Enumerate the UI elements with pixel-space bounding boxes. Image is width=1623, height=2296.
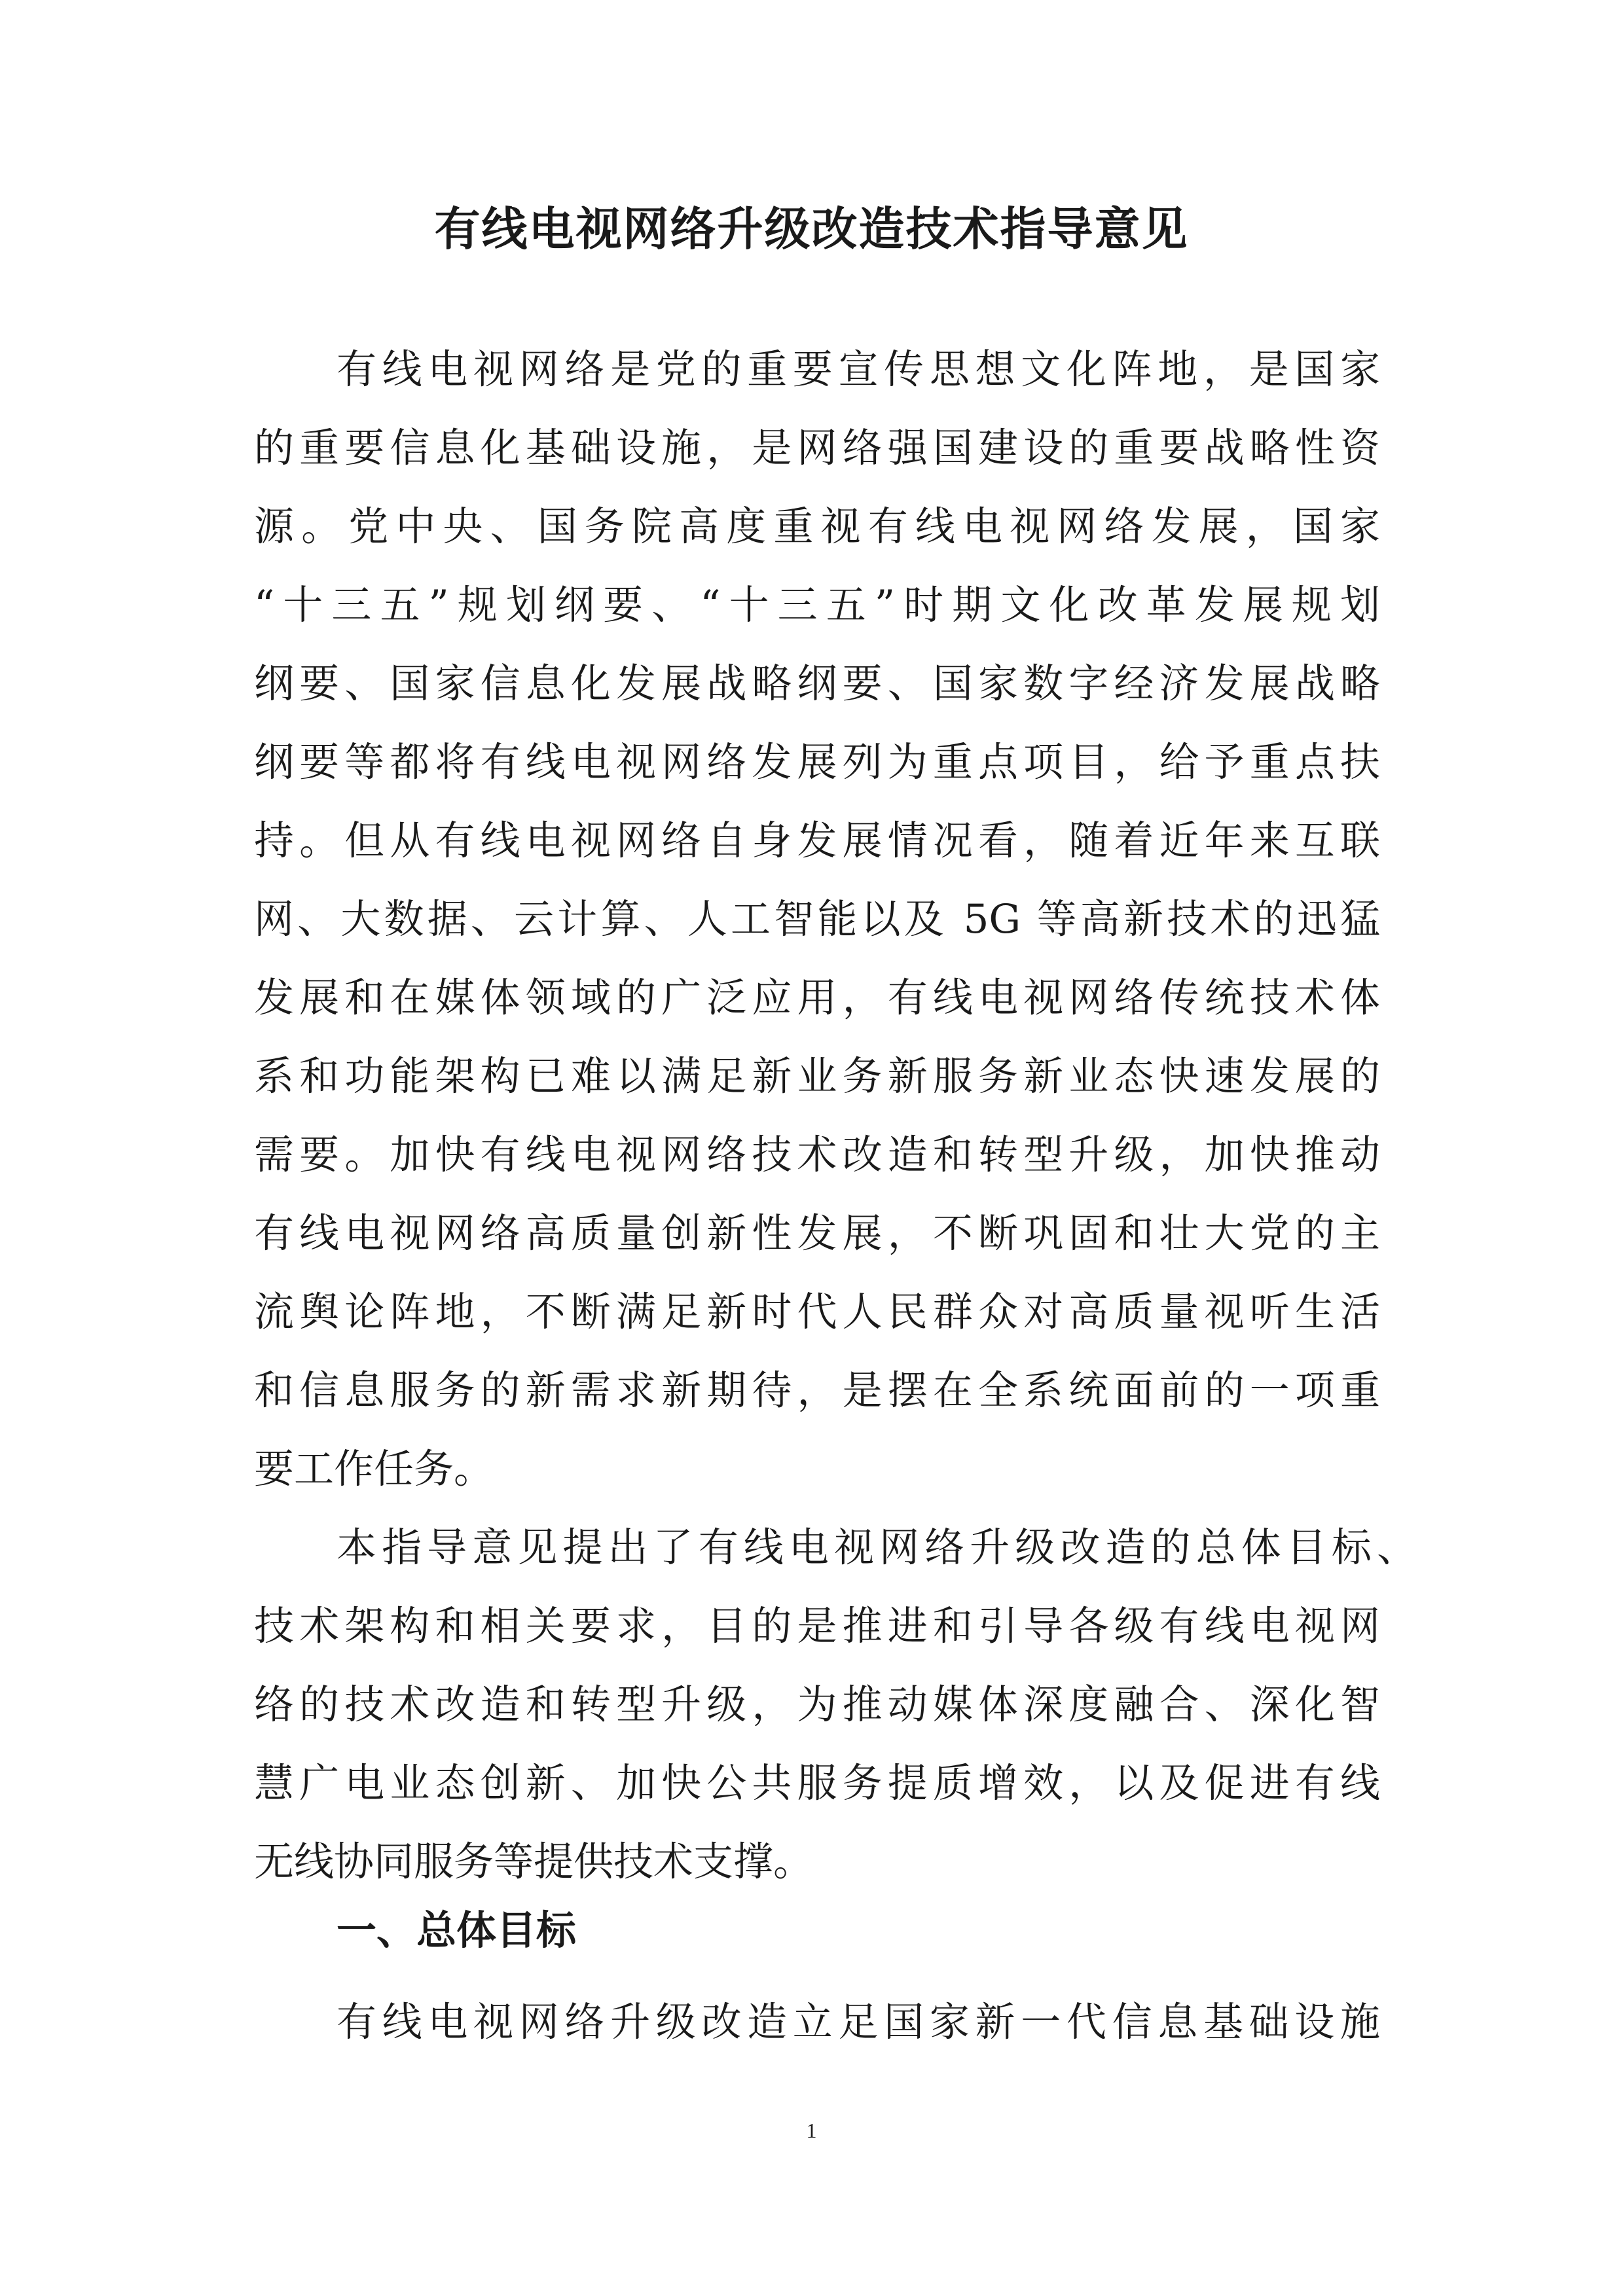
paragraph-line: “十三五”规划纲要、“十三五”时期文化改革发展规划: [254, 582, 1380, 628]
paragraph-line: 需要。加快有线电视网络技术改造和转型升级，加快推动: [254, 1132, 1380, 1178]
paragraph-line: 络的技术改造和转型升级，为推动媒体深度融合、深化智: [254, 1681, 1380, 1728]
paragraph-line: 的重要信息化基础设施，是网络强国建设的重要战略性资: [254, 425, 1380, 471]
paragraph-line: 流舆论阵地，不断满足新时代人民群众对高质量视听生活: [254, 1289, 1380, 1335]
paragraph-line: 慧广电业态创新、加快公共服务提质增效，以及促进有线: [254, 1760, 1380, 1806]
paragraph-line: 本指导意见提出了有线电视网络升级改造的总体目标、: [337, 1524, 1417, 1571]
paragraph-line: 和信息服务的新需求新期待，是摆在全系统面前的一项重: [254, 1367, 1380, 1414]
paragraph-line: 网、大数据、云计算、人工智能以及 5G 等高新技术的迅猛: [254, 896, 1380, 942]
paragraph-line: 持。但从有线电视网络自身发展情况看，随着近年来互联: [254, 817, 1380, 864]
paragraph-line: 纲要等都将有线电视网络发展列为重点项目，给予重点扶: [254, 739, 1380, 785]
section-heading-overall-goals: 一、总体目标: [337, 1907, 577, 1954]
page-number: 1: [806, 2119, 817, 2142]
paragraph-line: 有线电视网络升级改造立足国家新一代信息基础设施: [337, 1999, 1380, 2045]
paragraph-line: 有线电视网络高质量创新性发展，不断巩固和壮大党的主: [254, 1210, 1380, 1257]
paragraph-line: 源。党中央、国务院高度重视有线电视网络发展，国家: [254, 503, 1380, 550]
paragraph-line: 有线电视网络是党的重要宣传思想文化阵地，是国家: [337, 346, 1380, 393]
paragraph-line: 系和功能架构已难以满足新业务新服务新业态快速发展的: [254, 1053, 1380, 1100]
document-title: 有线电视网络升级改造技术指导意见: [434, 202, 1189, 256]
paragraph-line: 技术架构和相关要求，目的是推进和引导各级有线电视网: [254, 1603, 1380, 1649]
paragraph-line: 无线协同服务等提供技术支撑。: [254, 1839, 814, 1885]
paragraph-line: 要工作任务。: [254, 1446, 494, 1492]
paragraph-line: 纲要、国家信息化发展战略纲要、国家数字经济发展战略: [254, 660, 1380, 707]
paragraph-line: 发展和在媒体领域的广泛应用，有线电视网络传统技术体: [254, 975, 1380, 1021]
